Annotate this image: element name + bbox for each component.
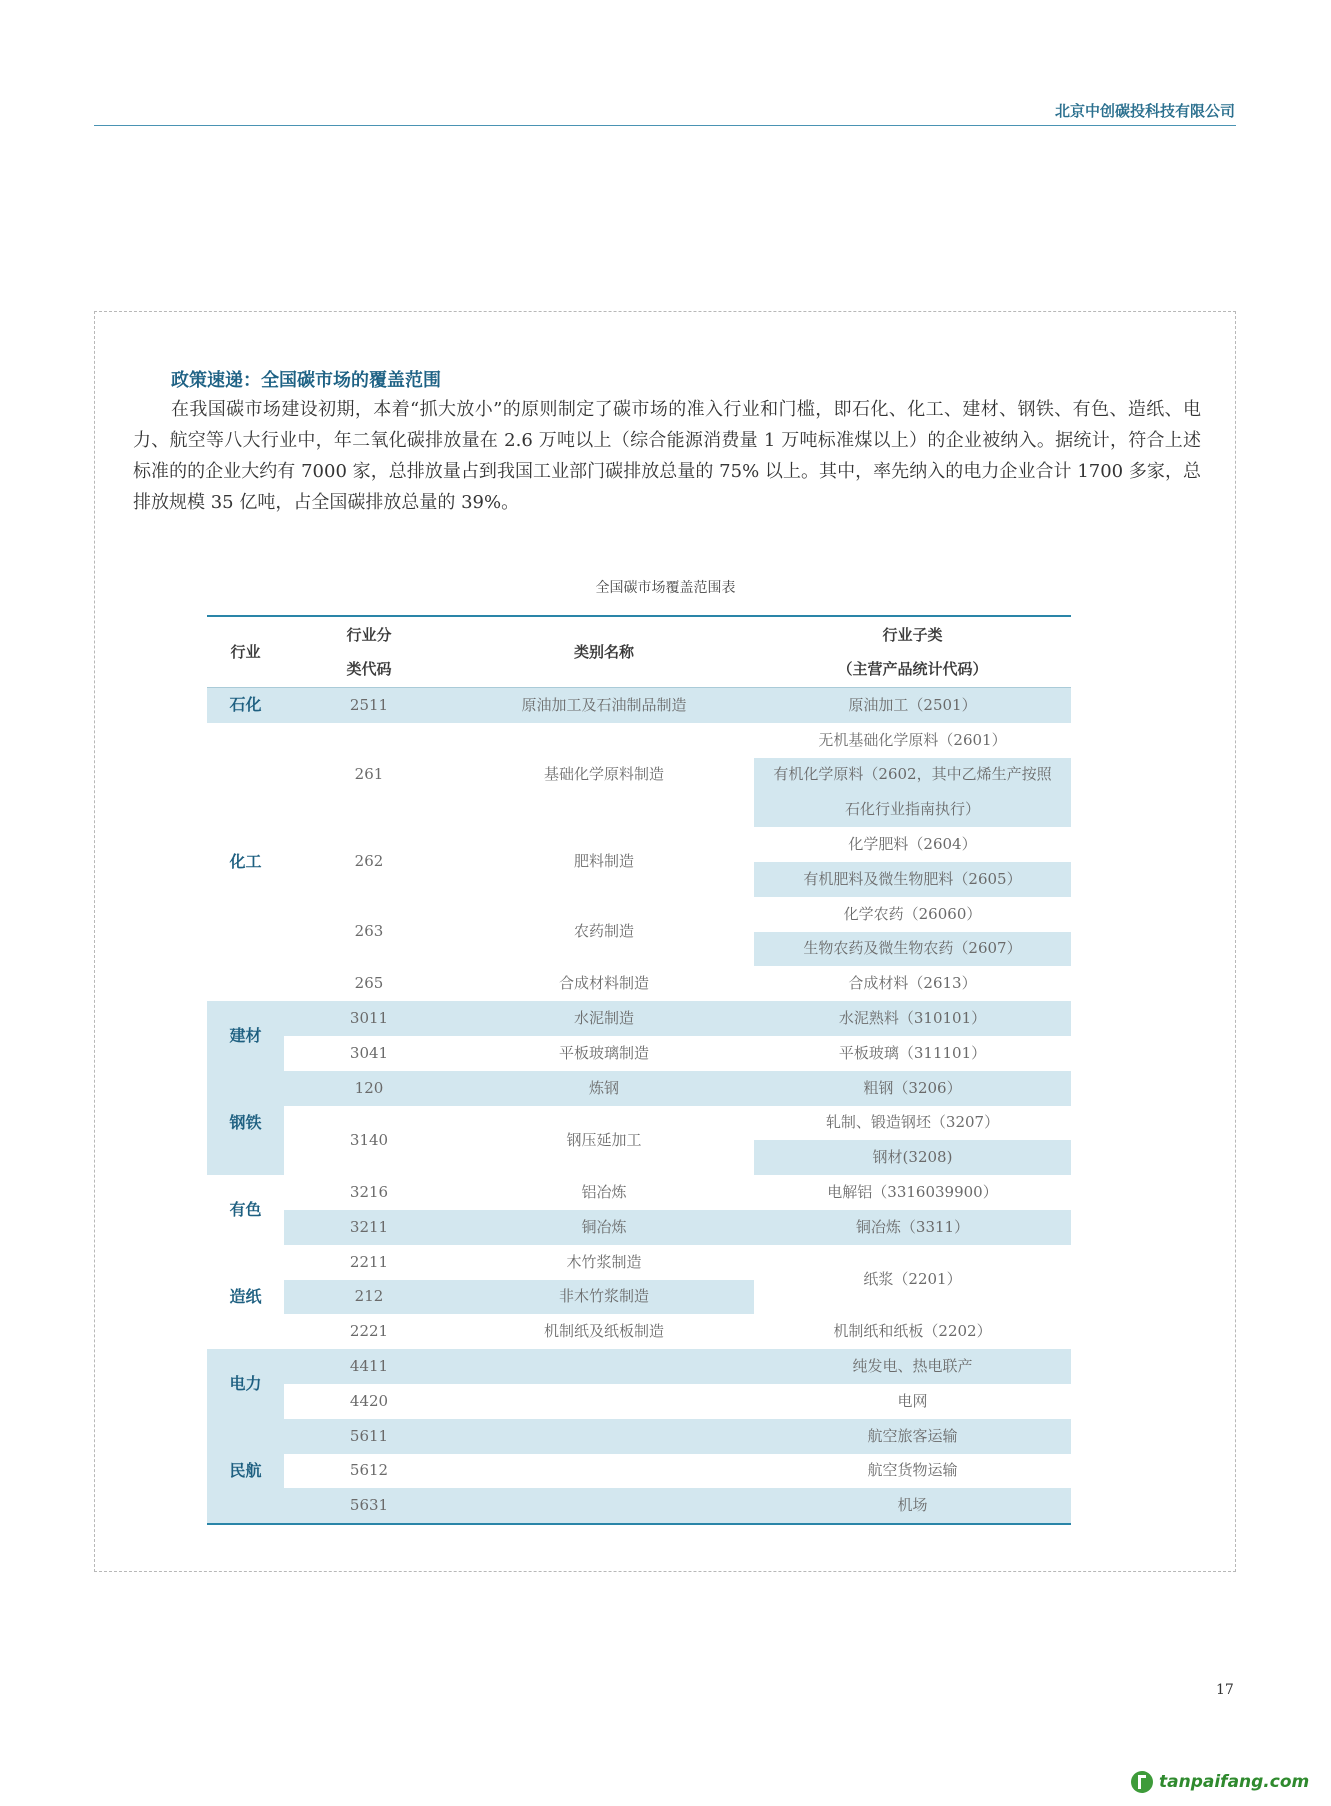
coverage-table <box>207 615 1071 1525</box>
subcategory-cell: 机场 <box>754 1488 1071 1524</box>
table-row <box>207 1245 1071 1280</box>
code-cell: 5631 <box>284 1488 454 1524</box>
industry-building: 建材 <box>207 1001 284 1071</box>
code-cell: 5611 <box>284 1419 454 1454</box>
code-cell: 3041 <box>349 1043 389 1062</box>
category-cell: 水泥制造 <box>454 1001 754 1036</box>
code-cell: 3211 <box>284 1210 454 1245</box>
subcategory-cell: 纸浆（2201） <box>863 1270 962 1289</box>
subcategory-cell: 有机肥料及微生物肥料（2605） <box>754 862 1071 897</box>
industry-nonferrous: 有色 <box>229 1199 262 1219</box>
code-cell: 4420 <box>349 1391 389 1410</box>
category-cell: 铜冶炼 <box>454 1210 754 1245</box>
code-cell: 2221 <box>349 1322 389 1341</box>
code-cell: 261 <box>354 765 384 784</box>
table-caption: 全国碳市场覆盖范围表 <box>595 580 736 596</box>
code-cell: 3011 <box>284 1001 454 1036</box>
section-title: 政策速递：全国碳市场的覆盖范围 <box>171 370 441 391</box>
subcategory-cell: 原油加工（2501） <box>754 688 1071 723</box>
table-row <box>207 1488 1071 1524</box>
header-code <box>284 616 454 688</box>
category-cell: 农药制造 <box>573 922 634 941</box>
code-cell: 263 <box>354 922 384 941</box>
table-row <box>207 723 1071 758</box>
table-row <box>207 1071 1071 1106</box>
subcategory-cell: 机制纸和纸板（2202） <box>833 1322 992 1341</box>
category-cell: 基础化学原料制造 <box>543 765 664 784</box>
table-row <box>207 1210 1071 1245</box>
company-name: 北京中创碳投科技有限公司 <box>1054 102 1235 120</box>
code-cell: 265 <box>354 974 384 993</box>
subcategory-cell: 生物农药及微生物农药（2607） <box>754 932 1071 967</box>
watermark-text: tanpaifang.com <box>1159 1772 1310 1792</box>
category-cell <box>454 1384 754 1419</box>
category-cell: 铝冶炼 <box>581 1183 627 1202</box>
table-row <box>207 827 1071 862</box>
header-sub-line1: 行业子类 <box>882 626 943 644</box>
subcategory-cell: 合成材料（2613） <box>848 974 977 993</box>
table-row <box>207 966 1071 1001</box>
code-cell: 212 <box>284 1280 454 1315</box>
header-subcategory <box>754 616 1071 688</box>
industry-aviation: 民航 <box>207 1419 284 1524</box>
subcategory-cell: 无机基础化学原料（2601） <box>818 730 1007 749</box>
subcategory-cell: 轧制、锻造钢坯（3207） <box>825 1113 1000 1132</box>
table-row <box>207 1001 1071 1036</box>
subcategory-cell: 电解铝（3316039900） <box>827 1183 998 1202</box>
category-cell: 肥料制造 <box>573 852 634 871</box>
category-cell <box>454 1349 754 1384</box>
category-cell: 机制纸及纸板制造 <box>543 1322 664 1341</box>
subcategory-cell: 化学肥料（2604） <box>848 835 977 854</box>
code-cell: 3140 <box>349 1130 389 1149</box>
code-cell: 4411 <box>284 1349 454 1384</box>
category-cell <box>454 1454 754 1489</box>
industry-paper: 造纸 <box>229 1286 262 1306</box>
table-row <box>207 1419 1071 1454</box>
table-row <box>207 1384 1071 1419</box>
subcategory-cell: 化学农药（26060） <box>843 904 982 923</box>
subcategory-cell: 平板玻璃（311101） <box>838 1043 987 1062</box>
leaf-icon <box>1131 1771 1153 1793</box>
section-paragraph: 在我国碳市场建设初期，本着“抓大放小”的原则制定了碳市场的准入行业和门槛，即石化、化工、建材、钢铁、有色、造纸、电力、航空等八大行业中，年二氧化碳排放量在 2.6 万吨以上（综合能源消费量 1 万吨标准煤以上）的企业被纳入。据统计，符合上述标准的的企业大约有 7000 家，总排放量占到我国工业部门碳排放总量的 75% 以上。其中，率先纳入的电力企业合计 1700 多家，总排放规模 35 亿吨，占全国碳排放总量的 39%。 <box>133 399 1201 513</box>
header-code-line1: 行业分 <box>346 626 392 644</box>
category-cell <box>454 1488 754 1524</box>
table-row <box>207 1036 1071 1071</box>
header-industry: 行业 <box>207 616 284 688</box>
category-cell <box>454 1419 754 1454</box>
subcategory-cell: 电网 <box>897 1391 928 1410</box>
code-cell: 120 <box>284 1071 454 1106</box>
subcategory-cell: 石化行业指南执行） <box>754 792 1071 827</box>
subcategory-cell: 航空旅客运输 <box>754 1419 1071 1454</box>
industry-chemical: 化工 <box>229 851 262 871</box>
header-sub-line2: （主营产品统计代码） <box>837 660 988 678</box>
table-row <box>207 1454 1071 1489</box>
subcategory-cell: 粗钢（3206） <box>754 1071 1071 1106</box>
table-row <box>207 1106 1071 1141</box>
table-row <box>207 1349 1071 1384</box>
industry-steel: 钢铁 <box>207 1071 284 1175</box>
table-header-row <box>207 616 1071 688</box>
table-row <box>207 1314 1071 1349</box>
code-cell: 262 <box>354 852 384 871</box>
table-row <box>207 897 1071 932</box>
code-cell: 3216 <box>349 1183 389 1202</box>
category-cell: 平板玻璃制造 <box>558 1043 649 1062</box>
category-cell: 合成材料制造 <box>558 974 649 993</box>
header-code-line2: 类代码 <box>346 660 392 678</box>
header-rule <box>94 125 1236 126</box>
code-cell: 5612 <box>349 1461 389 1480</box>
code-cell: 2511 <box>284 688 454 723</box>
category-cell: 钢压延加工 <box>566 1130 642 1149</box>
category-cell: 非木竹浆制造 <box>454 1280 754 1315</box>
subcategory-cell: 有机化学原料（2602，其中乙烯生产按照 <box>754 758 1071 793</box>
industry-power: 电力 <box>207 1349 284 1419</box>
subcategory-cell: 航空货物运输 <box>867 1461 958 1480</box>
subcategory-cell: 钢材(3208) <box>754 1140 1071 1175</box>
subcategory-cell: 水泥熟料（310101） <box>754 1001 1071 1036</box>
table-row <box>207 688 1071 723</box>
subcategory-cell: 纯发电、热电联产 <box>754 1349 1071 1384</box>
category-cell: 炼钢 <box>454 1071 754 1106</box>
industry-petrochem: 石化 <box>207 688 284 723</box>
page-number: 17 <box>1216 1682 1234 1698</box>
category-cell: 原油加工及石油制品制造 <box>454 688 754 723</box>
subcategory-cell: 铜冶炼（3311） <box>754 1210 1071 1245</box>
header-category: 类别名称 <box>454 616 754 688</box>
watermark-logo[interactable] <box>1131 1769 1309 1795</box>
code-cell: 2211 <box>349 1252 389 1271</box>
table-row <box>207 1175 1071 1210</box>
category-cell: 木竹浆制造 <box>566 1252 642 1271</box>
